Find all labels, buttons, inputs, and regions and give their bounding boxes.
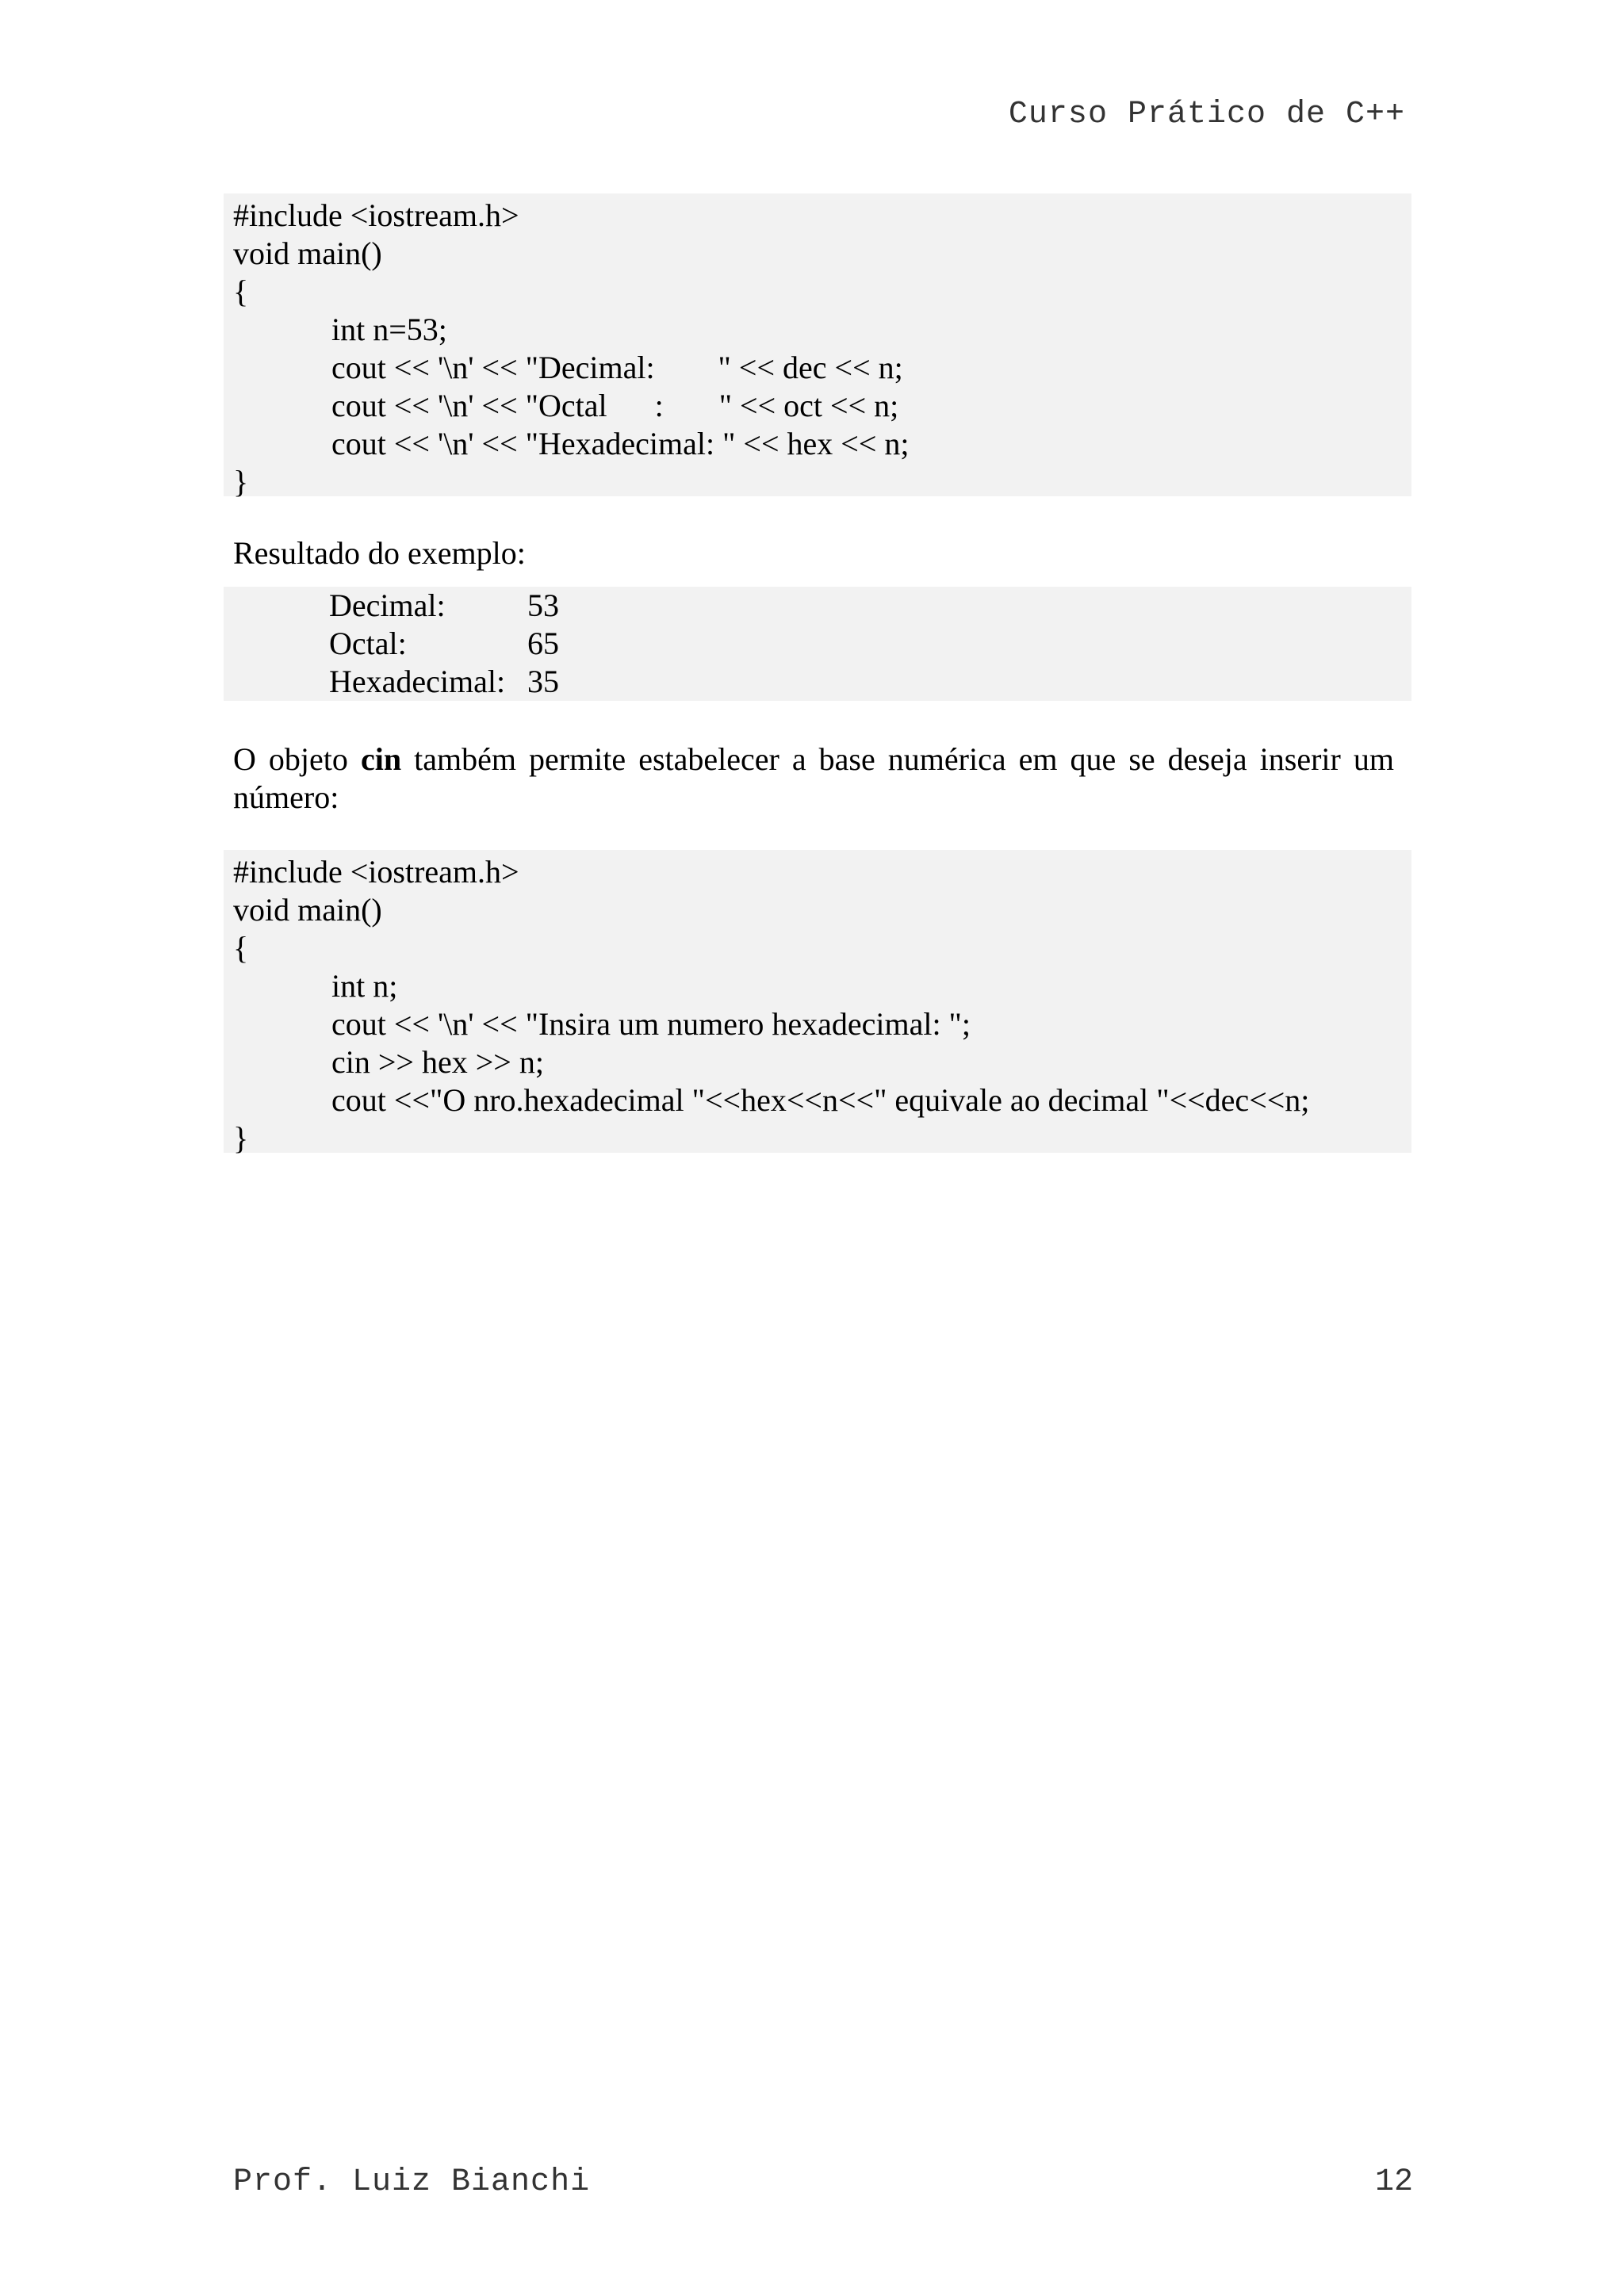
code-line: cout << '\n' << "Octal : " << oct << n; xyxy=(331,388,899,423)
code-line: { xyxy=(233,274,249,309)
code-line: } xyxy=(233,1120,249,1156)
code-line: cin >> hex >> n; xyxy=(331,1044,544,1080)
output-row xyxy=(224,587,1411,625)
result-label: Resultado do exemplo: xyxy=(233,535,526,571)
output-label: Octal: xyxy=(329,626,407,661)
code-line: int n=53; xyxy=(331,312,447,347)
code-line: #include <iostream.h> xyxy=(233,197,519,233)
code-line: void main() xyxy=(233,235,382,271)
code-line: cout << '\n' << "Hexadecimal: " << hex << n; xyxy=(331,426,910,461)
body-paragraph xyxy=(233,740,1394,817)
output-value: 35 xyxy=(527,664,559,699)
page-number: 12 xyxy=(1374,2164,1413,2200)
paragraph-text: O objeto xyxy=(233,741,361,777)
paragraph-text: também permite estabelecer a base numérica em que se deseja inserir um número: xyxy=(233,741,1394,815)
output-label: Hexadecimal: xyxy=(329,664,506,699)
code-line: cout <<"O nro.hexadecimal "<<hex<<n<<" equivale ao decimal "<<dec<<n; xyxy=(331,1082,1310,1118)
code-line: #include <iostream.h> xyxy=(233,854,519,890)
output-value: 53 xyxy=(527,587,559,623)
code-line: { xyxy=(233,930,249,966)
code-line: cout << '\n' << "Decimal: " << dec << n; xyxy=(331,350,903,385)
code-line: int n; xyxy=(331,968,398,1004)
output-label: Decimal: xyxy=(329,587,446,623)
code-line: void main() xyxy=(233,892,382,928)
page-header-title: Curso Prático de C++ xyxy=(1008,97,1405,132)
output-row xyxy=(224,625,1411,663)
code-block-1 xyxy=(224,193,1411,499)
paragraph-keyword: cin xyxy=(360,741,402,777)
output-value: 65 xyxy=(527,626,559,661)
code-line: cout << '\n' << "Insira um numero hexadecimal: "; xyxy=(331,1006,971,1042)
code-line: } xyxy=(233,464,249,499)
output-block xyxy=(224,587,1411,701)
code-block-2 xyxy=(224,850,1411,1156)
footer-author: Prof. Luiz Bianchi xyxy=(233,2164,591,2200)
output-row xyxy=(224,663,1411,701)
